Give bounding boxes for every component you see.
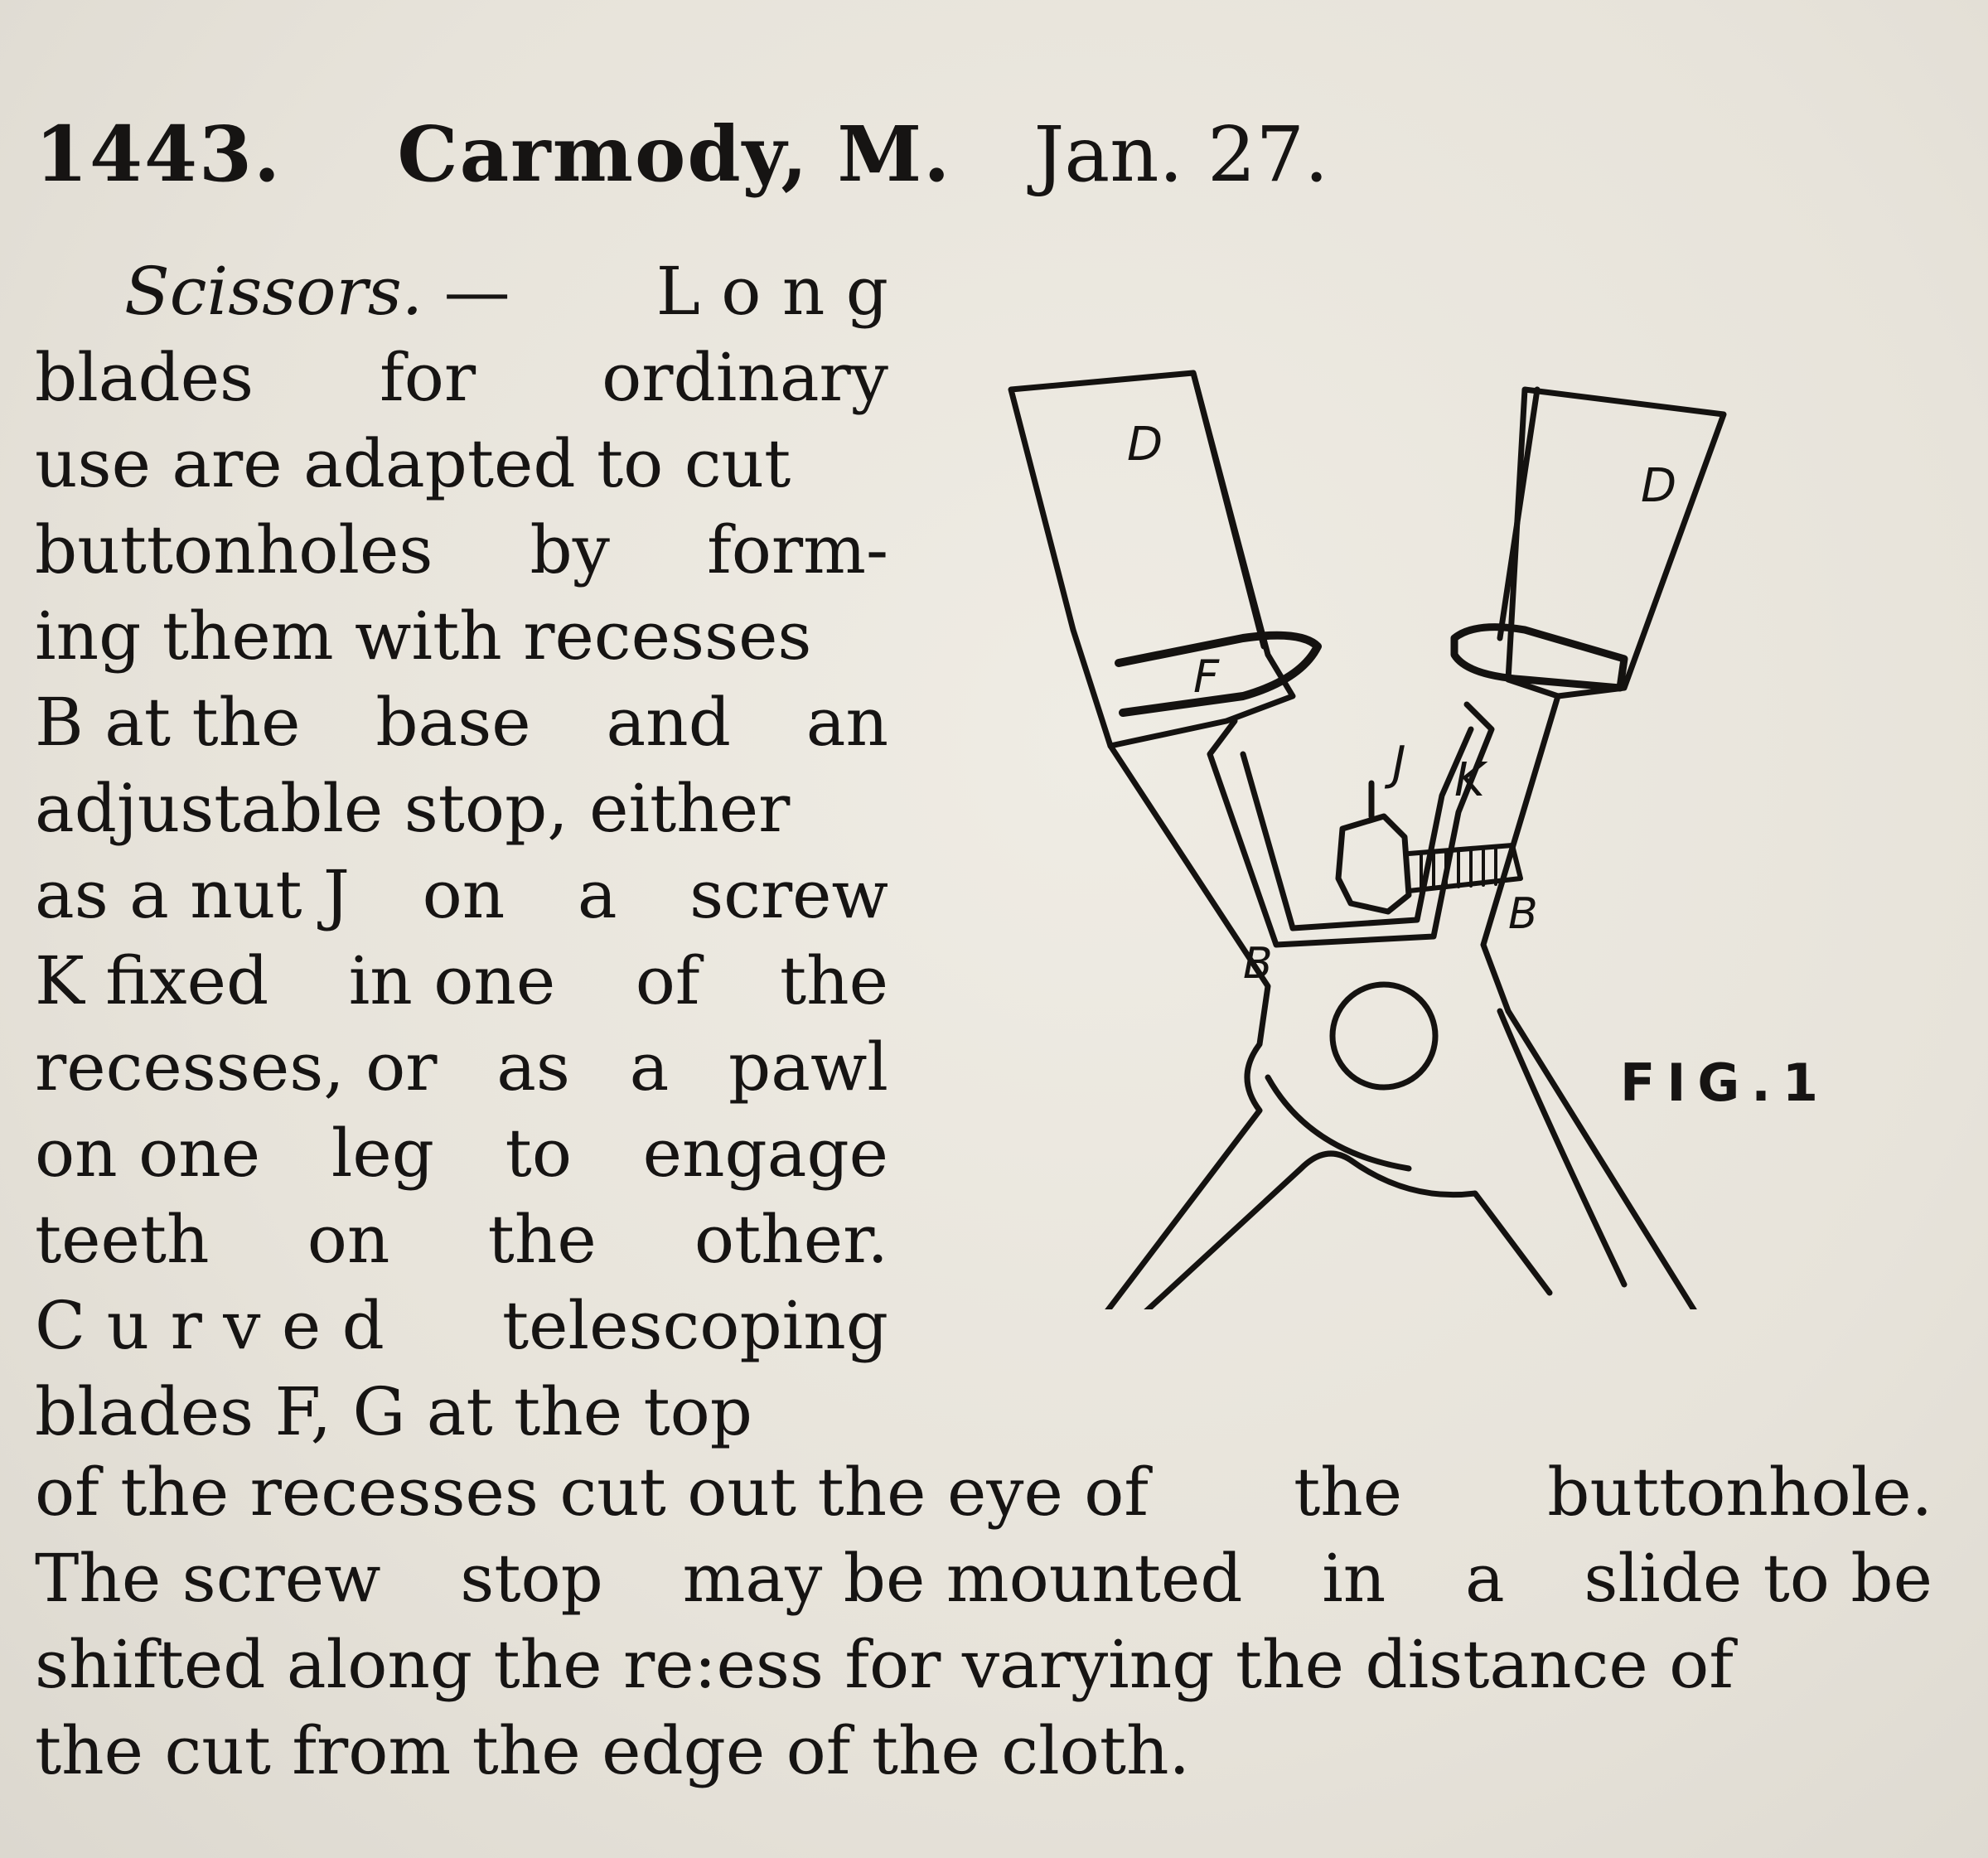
text-segment: buttonholes [35, 511, 433, 588]
text-line [35, 593, 888, 680]
text-segment: other. [694, 1201, 888, 1278]
right-blade-outline [1508, 390, 1724, 696]
label-f: F [1193, 651, 1220, 703]
text-line [35, 507, 888, 593]
text-segment: Scissors. — [124, 253, 510, 330]
text-segment: blades [35, 339, 254, 416]
text-line [35, 1369, 888, 1455]
text-line [35, 938, 888, 1024]
entry-date: Jan. 27. [1033, 110, 1329, 199]
left-handle [1144, 1154, 1550, 1309]
text-segment: teeth [35, 1201, 210, 1278]
text-segment: in [1322, 1540, 1386, 1617]
text-segment: stop [460, 1540, 603, 1617]
text-segment: the [779, 942, 888, 1019]
label-d-left: D [1127, 418, 1163, 472]
pivot-circle [1333, 985, 1435, 1087]
text-segment: ing them with recesses [35, 598, 812, 675]
text-segment: on one [35, 1115, 261, 1192]
figure-caption: FIG.1 [1620, 1052, 1831, 1113]
text-segment: The screw [35, 1540, 381, 1617]
entry-name: Carmody, M. [397, 109, 952, 199]
blade-g-right [1454, 627, 1624, 688]
text-segment: on [422, 856, 505, 933]
text-line [35, 1708, 1932, 1794]
subject-word: Scissors. [124, 253, 423, 330]
body-text-column [35, 249, 888, 1455]
body-text-full-width [35, 1449, 1932, 1794]
text-segment: blades F, G at the top [35, 1373, 753, 1450]
label-b-right: B [1508, 889, 1538, 939]
text-segment: of the recesses cut out the eye of [35, 1454, 1149, 1531]
text-segment: and [606, 684, 731, 761]
text-segment: may be mounted [682, 1540, 1243, 1617]
entry-header [35, 109, 1329, 199]
text-line [35, 421, 888, 507]
recess-frame-inner [1243, 729, 1471, 928]
text-segment: as a nut J [35, 856, 350, 933]
screw-k-thread [1421, 849, 1496, 888]
text-segment: ordinary [602, 339, 888, 416]
text-segment: base [375, 684, 531, 761]
text-line [35, 852, 888, 938]
scissors-figure [994, 365, 1823, 1309]
label-b-left: B [1243, 939, 1273, 989]
text-line [35, 1283, 888, 1369]
text-segment: B at the [35, 684, 301, 761]
label-d-right: D [1641, 459, 1677, 513]
text-segment: in one [348, 942, 556, 1019]
text-segment: a [629, 1028, 670, 1106]
text-segment: of [635, 942, 700, 1019]
text-segment: the cut from the edge of the cloth. [35, 1712, 1190, 1789]
text-line [35, 1449, 1932, 1536]
text-line [35, 1197, 888, 1283]
text-segment: engage [642, 1115, 888, 1192]
text-segment: buttonhole. [1547, 1454, 1932, 1531]
label-k: K [1454, 753, 1485, 807]
text-segment: a [577, 856, 617, 933]
text-line [35, 1110, 888, 1197]
text-line [35, 1622, 1932, 1708]
text-segment: the [1294, 1454, 1403, 1531]
text-segment: K fixed [35, 942, 269, 1019]
text-segment: screw [689, 856, 888, 933]
text-segment: leg [331, 1115, 434, 1192]
nut-j [1338, 816, 1409, 912]
text-segment: pawl [728, 1028, 888, 1106]
text-line [35, 1536, 1932, 1622]
text-segment: by [530, 511, 610, 588]
label-j: J [1392, 737, 1406, 791]
text-segment: form- [707, 511, 888, 588]
text-segment: recesses, or [35, 1028, 438, 1106]
text-segment: use are adapted to cut [35, 425, 791, 502]
text-segment: on [307, 1201, 390, 1278]
text-segment: a [1465, 1540, 1505, 1617]
text-line [35, 680, 888, 766]
text-segment: as [496, 1028, 570, 1106]
text-line [35, 335, 888, 421]
right-handle-edge [1500, 1011, 1624, 1285]
text-segment: C u r v e d [35, 1287, 385, 1364]
text-segment: the [487, 1201, 597, 1278]
text-segment: slide to be [1584, 1540, 1932, 1617]
left-blade-inner-line [1193, 373, 1264, 646]
text-segment: telescoping [502, 1287, 888, 1364]
right-blade-inner-line [1500, 390, 1537, 638]
entry-number: 1443. [35, 109, 283, 199]
text-segment: for [380, 339, 476, 416]
text-segment: adjustable stop, either [35, 770, 791, 847]
text-segment: shifted along the re:ess for varying the distance of [35, 1626, 1734, 1703]
text-line [35, 1024, 888, 1110]
text-line [35, 249, 888, 335]
text-line [35, 766, 888, 852]
text-segment: L o n g [655, 253, 888, 330]
text-segment: an [805, 684, 888, 761]
text-segment: to [505, 1115, 572, 1192]
